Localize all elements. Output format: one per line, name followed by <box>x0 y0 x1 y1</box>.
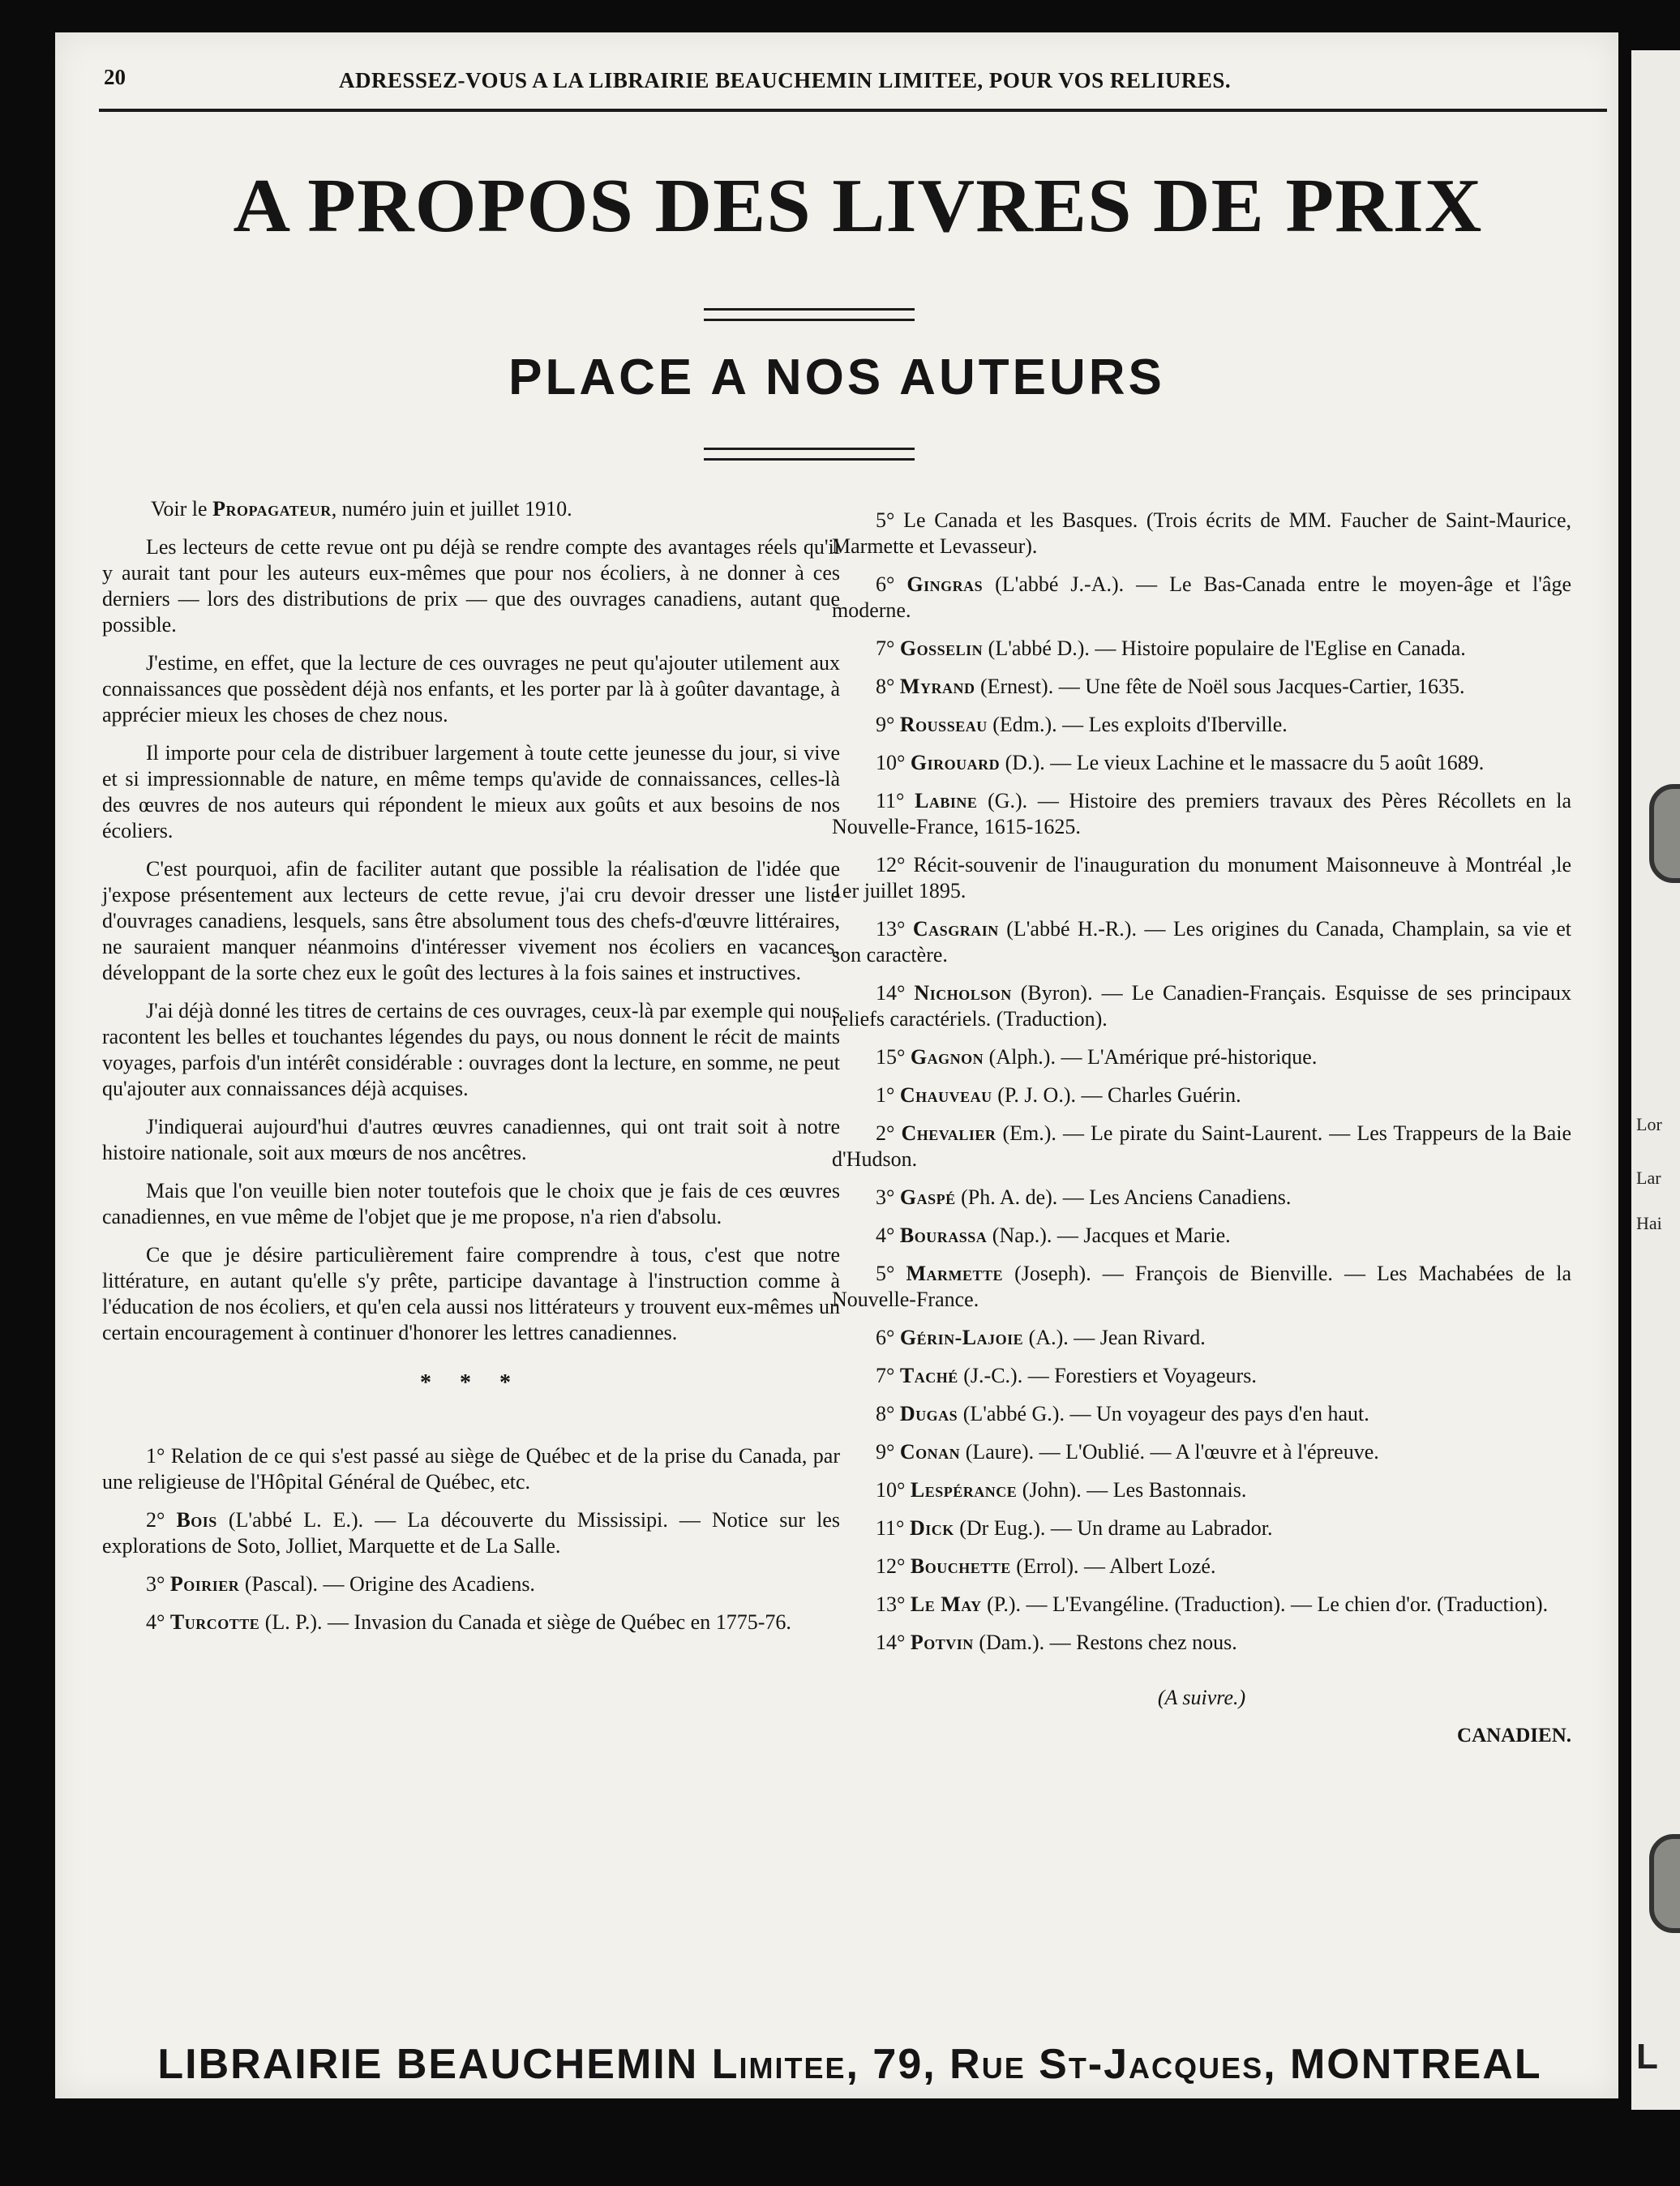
body-paragraph: Mais que l'on veuille bien noter toutefois que le choix que je fais de ces œuvres canadiennes, en vue même de l'objet que je me propose, n'a rien d'absolu. <box>102 1179 840 1228</box>
ornament-icon <box>1649 1834 1680 1933</box>
entry-number: 7° <box>876 637 900 660</box>
body-paragraph: J'estime, en effet, que la lecture de ces ouvrages ne peut qu'ajouter utilement aux connaissances que possèdent déjà nos enfants, et les porter par là à goûter davantage, à apprécier mieux les choses de chez nous. <box>102 651 840 727</box>
entry-title: (J.-C.). — Forestiers et Voyageurs. <box>963 1364 1257 1387</box>
entry-author: Dick <box>909 1516 954 1540</box>
ornament-icon <box>1649 784 1680 883</box>
entry-title: (Edm.). — Les exploits d'Iberville. <box>992 713 1288 736</box>
entry-number: 13° <box>876 917 913 941</box>
entry-number: 14° <box>876 981 915 1005</box>
entry-number: 2° <box>876 1121 902 1145</box>
body-paragraph: Les lecteurs de cette revue ont pu déjà se rendre compte des avantages réels qu'il y aurait tant pour les auteurs eux-mêmes que pour nos écoliers, à ne donner à ces derniers — lors des distributions de prix — que des ouvrages canadiens, autant que possible. <box>102 535 840 637</box>
entry-number: 6° <box>876 572 907 596</box>
book-entry <box>102 1571 840 1597</box>
entry-number: 4° <box>876 1224 900 1247</box>
book-entry <box>832 1121 1571 1172</box>
book-entry <box>832 750 1571 776</box>
entry-author: Rousseau <box>899 713 988 736</box>
book-entry <box>832 1044 1571 1070</box>
entry-number: 14° <box>876 1631 911 1654</box>
entry-title: (Dr Eug.). — Un drame au Labrador. <box>959 1516 1273 1540</box>
body-paragraph: J'indiquerai aujourd'hui d'autres œuvres canadiennes, qui ont trait soit à notre histoire nationale, soit aux mœurs de nos ancêtres. <box>102 1115 840 1164</box>
body-paragraph: Ce que je désire particulièrement faire comprendre à tous, c'est que notre littérature, en autant qu'elle s'y prête, participe davantage à l'instruction comme à l'éducation de nos écoliers, et qu'en cela aussi nos littérateurs y trouvent eux-mêmes un certain encouragement à continuer d'honorer les lettres canadiennes. <box>102 1243 840 1344</box>
book-entry <box>832 1185 1571 1211</box>
book-entry <box>832 636 1571 662</box>
book-entry <box>832 788 1571 840</box>
section-separator: * * * <box>420 1370 522 1395</box>
entry-title: (Nap.). — Jacques et Marie. <box>992 1224 1231 1247</box>
entry-title: (L'abbé J.-A.). — Le Bas-Canada entre le moyen-âge et l'âge moderne. <box>832 572 1571 622</box>
book-entry <box>832 1439 1571 1465</box>
book-entry <box>832 1401 1571 1427</box>
entry-author: Bourassa <box>899 1224 988 1247</box>
entry-title: (Alph.). — L'Amérique pré-historique. <box>988 1045 1318 1069</box>
body-paragraph: C'est pourquoi, afin de faciliter autant que possible la réalisation de l'idée que j'expose présentement aux lecteurs de cette revue, j'ai cru devoir dresser une liste d'ouvrages canadiens, lesquels, sans être absolument tous des chefs-d'œuvre littéraires, ne sauraient manquer néanmoins d'intéresser vivement nos écoliers en vacances, développant de la sorte chez eux le goût des lectures à la fois saines et instructives. <box>102 857 840 984</box>
subtitle-divider <box>704 448 915 461</box>
entry-title: (Ernest). — Une fête de Noël sous Jacques-Cartier, 1635. <box>979 675 1465 698</box>
entry-author: Potvin <box>910 1631 974 1654</box>
entry-number: 10° <box>876 751 911 774</box>
entry-number: 11° <box>876 1516 910 1540</box>
book-entry <box>832 1630 1571 1656</box>
entry-title: (L'abbé G.). — Un voyageur des pays d'en haut. <box>962 1402 1369 1425</box>
entry-title: (Laure). — L'Oublié. — A l'œuvre et à l'épreuve. <box>965 1440 1379 1464</box>
entry-title: (Joseph). — François de Bienville. — Les Machabées de la Nouvelle-France. <box>832 1262 1571 1311</box>
adjacent-page-edge <box>1631 50 1680 2110</box>
journal-name: Propagateur <box>212 497 332 521</box>
entry-author: Gérin-Lajoie <box>899 1326 1024 1349</box>
book-entry <box>832 1223 1571 1249</box>
entry-title: (L'abbé H.-R.). — Les origines du Canada, Champlain, sa vie et son caractère. <box>832 917 1571 967</box>
entry-number: 15° <box>876 1045 911 1069</box>
entry-author: Marmette <box>906 1262 1004 1285</box>
book-entry <box>832 852 1571 904</box>
adjacent-fragment: Hai <box>1636 1213 1662 1233</box>
running-head: ADRESSEZ-VOUS A LA LIBRAIRIE BEAUCHEMIN LIMITEE, POUR VOS RELIURES. <box>339 68 1232 92</box>
entry-author: Turcotte <box>169 1610 260 1634</box>
entry-author: Gaspé <box>899 1185 956 1209</box>
book-entry <box>832 1554 1571 1579</box>
entry-number: 2° <box>146 1508 177 1532</box>
entry-title: Récit-souvenir de l'inauguration du monument Maisonneuve à Montréal ,le 1er juillet 1895. <box>832 853 1571 902</box>
entry-author: Gingras <box>906 572 984 596</box>
book-entry <box>102 1507 840 1559</box>
entry-author: Chauveau <box>899 1083 992 1107</box>
entry-author: Bois <box>176 1508 217 1532</box>
entry-author: Poirier <box>169 1572 240 1596</box>
entry-author: Dugas <box>899 1402 958 1425</box>
book-entry <box>832 916 1571 968</box>
entry-title: (L'abbé D.). — Histoire populaire de l'Eglise en Canada. <box>988 637 1466 660</box>
to-be-continued: (A suivre.) <box>1157 1686 1246 1709</box>
book-entry <box>102 1443 840 1495</box>
entry-title: (John). — Les Bastonnais. <box>1022 1478 1247 1502</box>
adjacent-fragment: Lar <box>1636 1168 1661 1188</box>
entry-number: 5° <box>876 508 904 532</box>
entry-title: (L. P.). — Invasion du Canada et siège de Québec en 1775-76. <box>264 1610 791 1634</box>
publisher-footer: LIBRAIRIE BEAUCHEMIN Limitee, 79, Rue St-Jacques, MONTREAL <box>157 2041 1542 2088</box>
entry-author: Labine <box>915 789 978 812</box>
entry-title: (Pascal). — Origine des Acadiens. <box>244 1572 535 1596</box>
entry-number: 6° <box>876 1326 900 1349</box>
book-entry <box>832 674 1571 700</box>
entry-author: Casgrain <box>912 917 999 941</box>
document-page <box>55 32 1618 2098</box>
book-entry <box>832 712 1571 738</box>
book-entry <box>832 508 1571 559</box>
book-entry <box>832 1325 1571 1351</box>
entry-author: Girouard <box>910 751 1001 774</box>
entry-number: 10° <box>876 1478 911 1502</box>
entry-number: 8° <box>876 1402 900 1425</box>
entry-author: Le May <box>910 1592 982 1616</box>
entry-title: (L'abbé L. E.). — La découverte du Mississipi. — Notice sur les explorations de Soto, Jolliet, Marquette et de La Salle. <box>102 1508 840 1558</box>
reference-line: Voir le Propagateur, numéro juin et juillet 1910. <box>151 497 572 521</box>
book-entry <box>832 1261 1571 1313</box>
book-entry <box>832 1082 1571 1108</box>
author-signature: CANADIEN. <box>1457 1725 1571 1747</box>
article-title: A PROPOS DES LIVRES DE PRIX <box>233 164 1483 248</box>
entry-title: (D.). — Le vieux Lachine et le massacre du 5 août 1689. <box>1005 751 1485 774</box>
entry-number: 9° <box>876 1440 900 1464</box>
entry-number: 11° <box>876 789 915 812</box>
entry-title: (Errol). — Albert Lozé. <box>1016 1554 1216 1578</box>
book-entry <box>832 1363 1571 1389</box>
entry-title: (Dam.). — Restons chez nous. <box>979 1631 1237 1654</box>
entry-author: Myrand <box>899 675 975 698</box>
left-column <box>102 496 840 1648</box>
entry-number: 7° <box>876 1364 900 1387</box>
entry-title: (P. J. O.). — Charles Guérin. <box>997 1083 1241 1107</box>
entry-number: 8° <box>876 675 900 698</box>
entry-title: (G.). — Histoire des premiers travaux des Pères Récollets en la Nouvelle-France, 1615-1625. <box>832 789 1572 838</box>
entry-author: Nicholson <box>914 981 1012 1005</box>
entry-author: Gosselin <box>899 637 984 660</box>
entry-title: (Em.). — Le pirate du Saint-Laurent. — Les Trappeurs de la Baie d'Hudson. <box>832 1121 1572 1171</box>
entry-title: (A.). — Jean Rivard. <box>1028 1326 1206 1349</box>
page-number: 20 <box>104 65 126 89</box>
book-list-left <box>102 1443 840 1635</box>
intro-paragraphs <box>102 534 840 1346</box>
book-entry <box>832 980 1571 1032</box>
book-entry <box>102 1609 840 1635</box>
entry-author: Bouchette <box>910 1554 1011 1578</box>
entry-number: 13° <box>876 1592 911 1616</box>
entry-number: 1° <box>146 1444 171 1468</box>
book-entry <box>832 1477 1571 1503</box>
entry-number: 9° <box>876 713 900 736</box>
entry-number: 5° <box>876 1262 906 1285</box>
book-list-novels <box>832 1082 1571 1656</box>
entry-number: 4° <box>146 1610 170 1634</box>
entry-number: 1° <box>876 1083 900 1107</box>
book-entry <box>832 1592 1571 1618</box>
article-subtitle: PLACE A NOS AUTEURS <box>508 349 1165 405</box>
entry-author: Chevalier <box>901 1121 996 1145</box>
book-entry <box>832 1515 1571 1541</box>
entry-author: Gagnon <box>910 1045 984 1069</box>
entry-number: 3° <box>876 1185 900 1209</box>
body-paragraph: J'ai déjà donné les titres de certains de ces ouvrages, ceux-là par exemple qui nous racontent les belles et touchantes légendes du pays, ou nous donnent le récit de maints voyages, parfois d'un intérêt considérable : ouvrages dont la lecture, en somme, ne peut qu'ajouter aux connaissances déjà acquises. <box>102 999 840 1100</box>
entry-title: (P.). — L'Evangéline. (Traduction). — Le chien d'or. (Traduction). <box>987 1592 1549 1616</box>
body-paragraph: Il importe pour cela de distribuer largement à toute cette jeunesse du jour, si vive et si impressionnable de nature, en même temps qu'avide de connaissances, celles-là des œuvres de nos auteurs qui répondent le mieux aux goûts et aux besoins de nos écoliers. <box>102 741 840 842</box>
entry-title: (Ph. A. de). — Les Anciens Canadiens. <box>961 1185 1292 1209</box>
right-column <box>832 508 1571 1761</box>
title-divider <box>704 308 915 321</box>
adjacent-fragment: Lor <box>1636 1114 1662 1134</box>
book-list-history <box>832 508 1571 1070</box>
book-entry <box>832 572 1571 624</box>
entry-title: Relation de ce qui s'est passé au siège de Québec et de la prise du Canada, par une religieuse de l'Hôpital Général de Québec, etc. <box>102 1444 840 1494</box>
entry-author: Lespérance <box>910 1478 1018 1502</box>
entry-title: (Byron). — Le Canadien-Français. Esquisse de ses principaux reliefs caractériels. (Traduction). <box>832 981 1571 1031</box>
entry-number: 12° <box>876 1554 911 1578</box>
entry-number: 3° <box>146 1572 170 1596</box>
entry-author: Conan <box>899 1440 961 1464</box>
entry-author: Taché <box>899 1364 958 1387</box>
entry-number: 12° <box>876 853 914 877</box>
entry-title: Le Canada et les Basques. (Trois écrits de MM. Faucher de Saint-Maurice, Marmette et Levasseur). <box>832 508 1571 558</box>
header-rule <box>99 109 1607 112</box>
adjacent-fragment: L <box>1636 2037 1658 2077</box>
